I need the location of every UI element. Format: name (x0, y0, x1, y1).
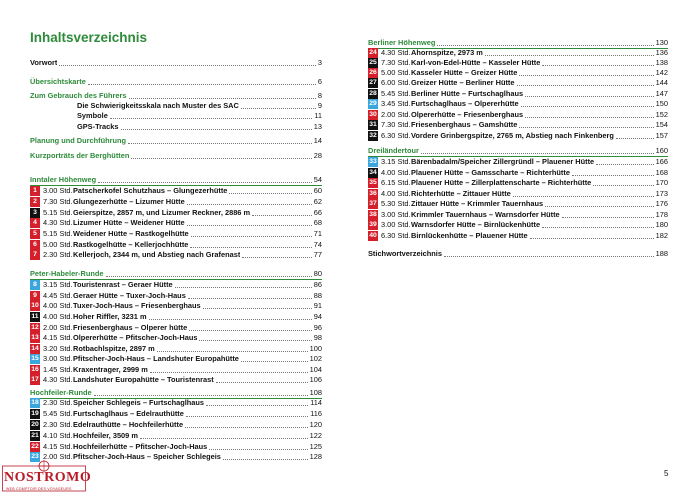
tour-duration: 7.30 Std. (43, 197, 73, 206)
toc-page-number: 130 (655, 38, 668, 47)
toc-page-number: 100 (309, 344, 322, 353)
toc-page-number: 66 (313, 208, 322, 217)
tour-duration: 3.00 Std. (43, 186, 73, 195)
toc-entry-title: Plauener Hütte – Zillerplattenscharte – Richterhütte (411, 178, 592, 187)
dot-leader (521, 105, 654, 107)
dot-leader (530, 237, 654, 239)
tour-duration: 3.00 Std. (43, 354, 73, 363)
toc-entry-title: Hochfeilerhütte – Pfitscher-Joch-Haus (73, 442, 208, 451)
toc-entry-title: Landshuter Europahütte – Touristenrast (73, 375, 214, 384)
nostromo-logo (2, 460, 92, 492)
toc-tour-27[interactable] (368, 77, 668, 88)
tour-duration: 2.30 Std. (43, 420, 73, 429)
page-number: 5 (664, 469, 669, 478)
toc-page-number: 150 (655, 99, 668, 108)
tour-duration: 2.30 Std. (43, 398, 73, 407)
tour-number-badge: 2 (30, 197, 40, 207)
toc-entry-title: Speicher Schlegeis – Furtschaglhaus (73, 398, 205, 407)
tour-number-badge: 1 (30, 186, 40, 196)
dot-leader (216, 381, 308, 383)
dot-leader (542, 226, 654, 228)
toc-entry-title: Planung und Durchführung (30, 136, 127, 145)
tour-duration: 4.00 Std. (381, 168, 411, 177)
toc-entry-title: Olpererhütte – Friesenberghaus (411, 110, 524, 119)
toc-entry-title: Friesenberghaus – Gamshütte (411, 120, 518, 129)
dot-leader (59, 64, 316, 66)
tour-duration: 2.30 Std. (43, 250, 73, 259)
toc-section-heading[interactable] (30, 174, 322, 185)
tour-number-badge: 36 (369, 189, 377, 197)
page-title: Inhaltsverzeichnis (30, 30, 148, 45)
tour-duration: 4.00 Std. (381, 189, 411, 198)
toc-page-number: 180 (655, 220, 668, 229)
toc-page-number: 94 (313, 312, 322, 321)
tour-duration: 5.15 Std. (43, 208, 73, 217)
dot-leader (203, 307, 312, 309)
toc-entry-title: Rastkogelhütte – Kellerjochhütte (73, 240, 189, 249)
tour-number-badge: 28 (369, 89, 377, 97)
dot-leader (88, 83, 316, 85)
dot-leader (185, 426, 308, 428)
toc-entry-title: Peter-Habeler-Runde (30, 269, 104, 278)
toc-page-number: 152 (655, 110, 668, 119)
toc-entry-title: Tuxer-Joch-Haus – Friesenberghaus (73, 301, 201, 310)
toc-tour-21[interactable] (30, 430, 322, 441)
tour-duration: 1.45 Std. (43, 365, 73, 374)
toc-page-number: 173 (655, 189, 668, 198)
tour-duration: 7.30 Std. (381, 58, 411, 67)
toc-tour-20[interactable] (30, 419, 322, 430)
toc-page-number: 136 (655, 48, 668, 57)
dot-leader (242, 256, 311, 258)
dot-leader (189, 329, 312, 331)
toc-entry-title: Plauener Hütte – Gamsscharte – Richterhütte (411, 168, 570, 177)
toc-entry-title: Die Schwierigkeitsskala nach Muster des SAC (77, 101, 239, 110)
toc-tour-19[interactable] (30, 408, 322, 419)
toc-entry-title: Patscherkofel Schutzhaus – Glungezerhütte (73, 186, 228, 195)
toc-page-number: 178 (655, 210, 668, 219)
tour-number-badge: 10 (31, 301, 39, 309)
tour-duration: 4.15 Std. (43, 333, 73, 342)
tour-duration: 4.45 Std. (43, 291, 73, 300)
tour-number-badge: 12 (31, 323, 39, 331)
toc-page-number: 13 (313, 122, 322, 131)
toc-entry-title: Hoher Riffler, 3231 m (73, 312, 147, 321)
dot-leader (437, 44, 653, 46)
tour-duration: 5.45 Std. (43, 409, 73, 418)
toc-page-number: 9 (317, 101, 322, 110)
toc-page-number: 60 (313, 186, 322, 195)
toc-page-number: 98 (313, 333, 322, 342)
tour-number-badge: 8 (30, 280, 40, 290)
toc-entry-title: Stichwortverzeichnis (368, 249, 442, 258)
toc-page-number: 122 (309, 431, 322, 440)
tour-duration: 6.30 Std. (381, 231, 411, 240)
tour-number-badge: 29 (369, 99, 377, 107)
toc-page-number: 116 (310, 409, 322, 418)
toc-page-number: 144 (655, 78, 668, 87)
toc-page-number: 128 (309, 452, 322, 461)
toc-entry-title: Kurzporträts der Berghütten (30, 151, 130, 160)
dot-leader (149, 318, 312, 320)
toc-tour-35[interactable] (368, 177, 668, 188)
toc-entry-title: Warnsdorfer Hütte – Birnlückenhütte (411, 220, 541, 229)
tour-number-badge: 19 (31, 409, 39, 417)
dot-leader (519, 74, 653, 76)
toc-tour-29[interactable] (368, 98, 668, 109)
tour-duration: 3.15 Std. (43, 280, 73, 289)
toc-entry-title: Zittauer Hütte – Krimmler Tauernhaus (411, 199, 544, 208)
dot-leader (545, 205, 654, 207)
tour-duration: 2.00 Std. (43, 323, 73, 332)
tour-duration: 3.00 Std. (381, 220, 411, 229)
tour-number-badge: 4 (30, 218, 40, 228)
toc-page-number: 96 (313, 323, 322, 332)
tour-duration: 4.30 Std. (43, 375, 73, 384)
toc-entry-title: Inntaler Höhenweg (30, 175, 97, 184)
toc-entry-title: Greizer Hütte – Berliner Hütte (411, 78, 515, 87)
tour-number-badge: 14 (31, 344, 39, 352)
toc-page-number: 68 (313, 218, 322, 227)
toc-page-number: 74 (313, 240, 322, 249)
tour-duration: 2.00 Std. (381, 110, 411, 119)
tour-number-badge: 11 (31, 312, 39, 320)
toc-entry-title: Hochfeiler, 3509 m (73, 431, 138, 440)
tour-number-badge: 5 (30, 229, 40, 239)
toc-tour-8[interactable] (30, 279, 322, 290)
toc-entry-title: Furtschaglhaus – Edelrauthütte (73, 409, 184, 418)
toc-page-number: 6 (317, 77, 322, 86)
toc-entry-title: Glungezerhütte – Lizumer Hütte (73, 197, 185, 206)
tour-duration: 3.45 Std. (381, 99, 411, 108)
toc-tour-7[interactable] (30, 249, 322, 260)
dot-leader (94, 394, 308, 396)
dot-leader (150, 371, 308, 373)
tour-duration: 4.30 Std. (43, 218, 73, 227)
toc-tour-11[interactable] (30, 311, 322, 322)
dot-leader (241, 107, 316, 109)
toc-entry-title: Übersichtskarte (30, 77, 86, 86)
toc-entry-title: Vordere Grinbergspitze, 2765 m, Abstieg nach Finkenberg (411, 131, 614, 140)
toc-page-number: 80 (313, 269, 322, 278)
toc-entry-title: Birnlückenhütte – Plauener Hütte (411, 231, 528, 240)
toc-section-heading[interactable] (30, 268, 322, 279)
dot-leader (223, 458, 308, 460)
tour-number-badge: 39 (369, 220, 377, 228)
dot-leader (444, 255, 654, 257)
tour-number-badge: 3 (30, 208, 40, 218)
tour-number-badge: 17 (31, 375, 39, 383)
dot-leader (129, 97, 316, 99)
toc-page-number: 176 (655, 199, 668, 208)
dot-leader (525, 95, 654, 97)
toc-entry-title: Berliner Hütte – Furtschaglhaus (411, 89, 524, 98)
tour-number-badge: 38 (369, 210, 377, 218)
tour-duration: 6.00 Std. (381, 78, 411, 87)
toc-entry-title: Ahornspitze, 2973 m (411, 48, 483, 57)
tour-number-badge: 30 (369, 110, 377, 118)
tour-number-badge: 32 (369, 131, 377, 139)
toc-page-number: 147 (655, 89, 668, 98)
toc-tour-4[interactable] (30, 217, 322, 228)
toc-page-number: 104 (309, 365, 322, 374)
tour-duration: 5.30 Std. (381, 199, 411, 208)
toc-entry-title: Olpererhütte – Pfitscher-Joch-Haus (73, 333, 198, 342)
dot-leader (190, 246, 311, 248)
toc-page-number: 91 (313, 301, 322, 310)
tour-duration: 6.15 Std. (381, 178, 411, 187)
toc-entry-title: Karl-von-Edel-Hütte – Kasseler Hütte (411, 58, 541, 67)
tour-number-badge: 16 (31, 365, 39, 373)
toc-tour-33[interactable] (368, 156, 668, 167)
toc-tour-15[interactable] (30, 353, 322, 364)
toc-page-number: 108 (309, 388, 322, 397)
toc-entry-title: Lizumer Hütte – Weidener Hütte (73, 218, 185, 227)
tour-duration: 3.15 Std. (381, 157, 411, 166)
dot-leader (199, 339, 311, 341)
tour-number-badge: 24 (369, 48, 377, 56)
dot-leader (562, 216, 654, 218)
toc-entry-title: Dreiländertour (368, 146, 419, 155)
tour-duration: 5.45 Std. (381, 89, 411, 98)
toc-page-number: 14 (313, 136, 322, 145)
toc-page-number: 88 (313, 291, 322, 300)
toc-tour-31[interactable] (368, 119, 668, 130)
toc-entry[interactable] (30, 121, 322, 132)
toc-page-number: 138 (655, 58, 668, 67)
tour-number-badge: 15 (31, 354, 39, 362)
toc-page-number: 142 (655, 68, 668, 77)
toc-entry[interactable] (30, 76, 322, 87)
tour-number-badge: 6 (30, 240, 40, 250)
toc-entry-title: Pfitscher-Joch-Haus – Landshuter Europahütte (73, 354, 239, 363)
tour-number-badge: 40 (369, 231, 377, 239)
toc-page-number: 102 (309, 354, 322, 363)
toc-tour-17[interactable] (30, 374, 322, 385)
tour-duration: 7.30 Std. (381, 120, 411, 129)
toc-page-number: 170 (655, 178, 668, 187)
tour-duration: 6.30 Std. (381, 131, 411, 140)
toc-entry-title: Kraxentrager, 2999 m (73, 365, 148, 374)
dot-leader (229, 192, 311, 194)
toc-entry-title: Symbole (77, 111, 108, 120)
tour-duration: 4.10 Std. (43, 431, 73, 440)
dot-leader (485, 54, 654, 56)
dot-leader (98, 181, 312, 183)
dot-leader (209, 448, 307, 450)
toc-page-number: 160 (655, 146, 668, 155)
tour-number-badge: 20 (31, 420, 39, 428)
toc-page-number: 11 (314, 111, 322, 120)
tour-number-badge: 31 (369, 120, 377, 128)
toc-tour-39[interactable] (368, 219, 668, 230)
dot-leader (252, 214, 312, 216)
tour-number-badge: 18 (31, 398, 39, 406)
dot-leader (241, 360, 308, 362)
tour-number-badge: 35 (369, 178, 377, 186)
tour-number-badge: 25 (369, 58, 377, 66)
dot-leader (206, 404, 308, 406)
dot-leader (121, 128, 312, 130)
toc-entry-title: Rotbachlspitze, 2897 m (73, 344, 155, 353)
toc-page-number: 182 (655, 231, 668, 240)
toc-page-number: 86 (313, 280, 322, 289)
toc-entry-title: Krimmler Tauernhaus – Warnsdorfer Hütte (411, 210, 560, 219)
toc-tour-32[interactable] (368, 130, 668, 141)
tour-duration: 4.15 Std. (43, 442, 73, 451)
dot-leader (157, 350, 308, 352)
toc-entry-title: Geraer Hütte – Tuxer-Joch-Haus (73, 291, 186, 300)
tour-number-badge: 33 (369, 157, 377, 165)
dot-leader (106, 275, 312, 277)
toc-entry-title: Kasseler Hütte – Greizer Hütte (411, 68, 518, 77)
toc-page-number: 168 (655, 168, 668, 177)
toc-page-number: 188 (655, 249, 668, 258)
toc-entry[interactable] (368, 248, 668, 259)
dot-leader (513, 195, 654, 197)
toc-entry-title: Edelrauthütte – Hochfeilerhütte (73, 420, 184, 429)
tour-duration: 4.00 Std. (43, 312, 73, 321)
toc-page-number: 62 (313, 197, 322, 206)
tour-duration: 3.00 Std. (381, 210, 411, 219)
toc-entry[interactable] (30, 57, 322, 68)
dot-leader (596, 163, 653, 165)
dot-leader (191, 235, 312, 237)
dot-leader (140, 437, 308, 439)
toc-page-number: 8 (317, 91, 322, 100)
toc-page-number: 106 (309, 375, 322, 384)
toc-page-number: 77 (313, 250, 322, 259)
toc-entry-title: Touristenrast – Geraer Hütte (73, 280, 173, 289)
dot-leader (525, 116, 654, 118)
toc-tour-1[interactable] (30, 185, 322, 196)
tour-number-badge: 9 (30, 291, 40, 301)
toc-entry-title: Berliner Höhenweg (368, 38, 436, 47)
tour-number-badge: 37 (369, 199, 377, 207)
toc-tour-40[interactable] (368, 230, 668, 241)
toc-page-number: 3 (317, 58, 322, 67)
dot-leader (542, 64, 653, 66)
toc-page-number: 120 (309, 420, 322, 429)
toc-tour-10[interactable] (30, 300, 322, 311)
tour-duration: 4.00 Std. (43, 301, 73, 310)
tour-duration: 5.00 Std. (381, 68, 411, 77)
dot-leader (110, 117, 313, 119)
toc-entry-title: Richterhütte – Zittauer Hütte (411, 189, 511, 198)
toc-page-number: 54 (313, 175, 322, 184)
tour-duration: 4.30 Std. (381, 48, 411, 57)
toc-entry-title: Furtschaglhaus – Olpererhütte (411, 99, 519, 108)
toc-page-number: 71 (313, 229, 322, 238)
dot-leader (187, 203, 312, 205)
toc-section-heading[interactable] (368, 145, 668, 156)
tour-number-badge: 7 (30, 250, 40, 260)
toc-page-number: 125 (309, 442, 322, 451)
toc-entry[interactable] (30, 110, 322, 121)
logo-name: NOSTROMO (4, 470, 92, 485)
dot-leader (519, 126, 653, 128)
tour-duration: 2.00 Std. (43, 452, 73, 461)
toc-tour-2[interactable] (30, 196, 322, 207)
tour-number-badge: 26 (369, 68, 377, 76)
dot-leader (517, 84, 654, 86)
dot-leader (128, 142, 312, 144)
toc-entry-title: Bärenbadalm/Speicher Zillergründl – Plauener Hütte (411, 157, 595, 166)
toc-page-number: 28 (313, 151, 322, 160)
tour-duration: 3.20 Std. (43, 344, 73, 353)
toc-tour-18[interactable] (30, 397, 322, 408)
toc-entry-title: Kellerjoch, 2344 m, und Abstieg nach Grafenast (73, 250, 241, 259)
toc-tour-37[interactable] (368, 198, 668, 209)
toc-page-number: 157 (655, 131, 668, 140)
toc-tour-5[interactable] (30, 228, 322, 239)
toc-entry-title: Geierspitze, 2857 m, und Lizumer Reckner, 2886 m (73, 208, 251, 217)
dot-leader (616, 137, 654, 139)
toc-entry-title: Vorwort (30, 58, 58, 67)
toc-entry-title: Weidener Hütte – Rastkogelhütte (73, 229, 189, 238)
tour-number-badge: 21 (31, 431, 39, 439)
tour-number-badge: 34 (369, 168, 377, 176)
toc-entry-title: GPS-Tracks (77, 122, 119, 131)
dot-leader (186, 415, 308, 417)
dot-leader (593, 184, 653, 186)
toc-entry[interactable] (30, 135, 322, 146)
tour-number-badge: 27 (369, 78, 377, 86)
toc-entry-title: Zum Gebrauch des Führers (30, 91, 127, 100)
toc-page-number: 166 (655, 157, 668, 166)
toc-page-number: 114 (310, 398, 322, 407)
logo-tagline: WEB COMPTOIR DES VOYAGEURS (6, 487, 72, 491)
dot-leader (131, 157, 311, 159)
dot-leader (187, 224, 312, 226)
dot-leader (421, 152, 654, 154)
toc-page-number: 154 (655, 120, 668, 129)
toc-entry-title: Friesenberghaus – Olperer hütte (73, 323, 188, 332)
toc-entry[interactable] (30, 150, 322, 161)
toc-entry-title: Hochfeiler-Runde (30, 388, 92, 397)
tour-number-badge: 23 (31, 452, 39, 460)
tour-duration: 5.15 Std. (43, 229, 73, 238)
dot-leader (175, 286, 312, 288)
tour-number-badge: 13 (31, 333, 39, 341)
dot-leader (188, 297, 312, 299)
dot-leader (572, 174, 654, 176)
toc-entry-title: Pfitscher-Joch-Haus – Speicher Schlegeis (73, 452, 221, 461)
tour-duration: 5.00 Std. (43, 240, 73, 249)
tour-number-badge: 22 (31, 442, 39, 450)
toc-tour-13[interactable] (30, 332, 322, 343)
